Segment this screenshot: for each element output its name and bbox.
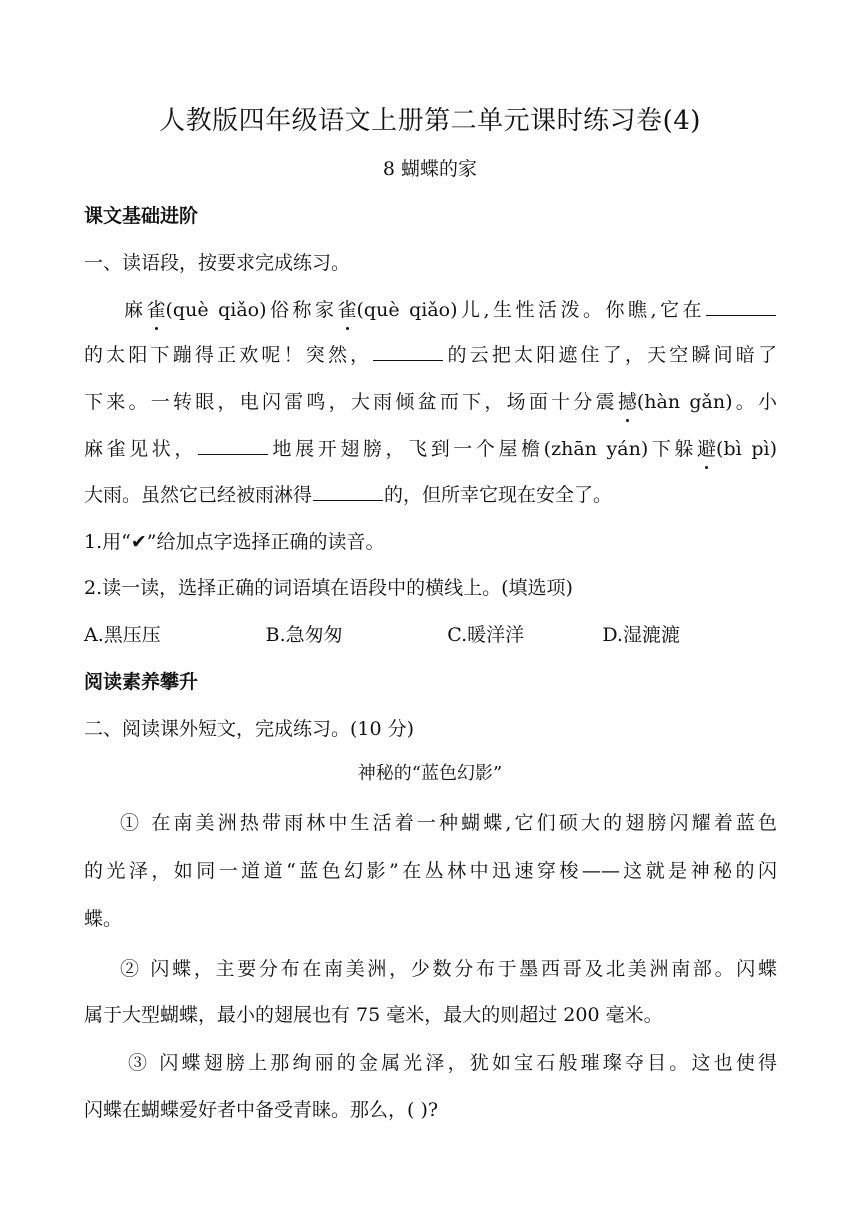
paragraph-3-line-2: 闪蝶在蝴蝶爱好者中备受青睐。那么，( )? xyxy=(84,1099,439,1121)
lesson-subtitle: 8 蝴蝶的家 xyxy=(382,158,478,180)
paragraph-1-line-2: 的光泽，如同一道道“蓝色幻影”在丛林中迅速穿梭——这就是神秘的闪 xyxy=(84,860,777,882)
text-run: (què qiǎo)俗称家 xyxy=(165,299,338,321)
option-a: A.黑压压 xyxy=(84,624,161,646)
passage-line-2 xyxy=(84,342,777,368)
fill-blank-3[interactable] xyxy=(198,436,268,455)
paragraph-1-line-1: ① 在南美洲热带雨林中生活着一种蝴蝶,它们硕大的翅膀闪耀着蓝色 xyxy=(120,812,777,834)
paragraph-3-line-1: ③ 闪蝶翅膀上那绚丽的金属光泽，犹如宝石般璀璨夺目。这也使得 xyxy=(128,1052,777,1074)
paragraph-1-line-3: 蝶。 xyxy=(84,908,123,930)
passage-line-4 xyxy=(84,436,777,462)
paragraph-2-line-1: ② 闪蝶，主要分布在南美洲，少数分布于墨西哥及北美洲南部。闪蝶 xyxy=(120,958,777,980)
question-1-2: 2.读一读，选择正确的词语填在语段中的横线上。(填选项) xyxy=(84,577,573,599)
fill-blank-4[interactable] xyxy=(313,482,383,501)
option-b: B.急匆匆 xyxy=(265,624,343,646)
dotted-char: 雀 xyxy=(146,299,166,321)
text-run: 麻 xyxy=(124,299,147,321)
dotted-char: 避 xyxy=(697,438,717,460)
text-run: 的，但所幸它现在安全了。 xyxy=(384,484,613,506)
text-run: (hàn gǎn)。小 xyxy=(636,391,777,413)
section-heading-basics: 课文基础进阶 xyxy=(84,205,199,227)
text-run: 下来。一转眼，电闪雷鸣，大雨倾盆而下，场面十分震 xyxy=(84,391,618,413)
section-heading-reading: 阅读素养攀升 xyxy=(84,671,199,693)
question-2-heading: 二、阅读课外短文，完成练习。(10 分) xyxy=(84,718,415,740)
paragraph-2-line-2: 属于大型蝴蝶，最小的翅展也有 75 毫米，最大的则超过 200 毫米。 xyxy=(84,1004,663,1026)
dotted-char: 撼 xyxy=(617,391,637,413)
text-run: 大雨。虽然它已经被雨淋得 xyxy=(84,484,313,506)
question-1-heading: 一、读语段，按要求完成练习。 xyxy=(84,252,351,274)
text-run: 的云把太阳遮住了，天空瞬间暗了 xyxy=(444,344,777,366)
fill-blank-1[interactable] xyxy=(706,297,776,316)
passage-line-5 xyxy=(84,482,784,508)
passage-line-1 xyxy=(84,297,777,323)
fill-blank-2[interactable] xyxy=(373,342,443,361)
text-run: 的太阳下蹦得正欢呢！突然， xyxy=(84,344,373,366)
text-run: (bì pì) xyxy=(716,438,777,460)
option-d: D.湿漉漉 xyxy=(602,624,680,646)
option-list xyxy=(84,622,784,648)
text-run: 麻雀见状， xyxy=(84,438,197,460)
reading-passage-title: 神秘的“蓝色幻影” xyxy=(357,763,503,784)
question-1-1: 1.用“✔”给加点字选择正确的读音。 xyxy=(84,531,385,553)
passage-line-3 xyxy=(84,389,777,415)
text-run: 地展开翅膀，飞到一个屋檐(zhān yán)下躲 xyxy=(268,438,698,460)
option-c: C.暖洋洋 xyxy=(447,624,525,646)
dotted-char: 雀 xyxy=(337,299,357,321)
text-run: (què qiǎo)儿,生性活泼。你瞧,它在 xyxy=(356,299,705,321)
page-title: 人教版四年级语文上册第二单元课时练习卷(4) xyxy=(159,106,701,136)
